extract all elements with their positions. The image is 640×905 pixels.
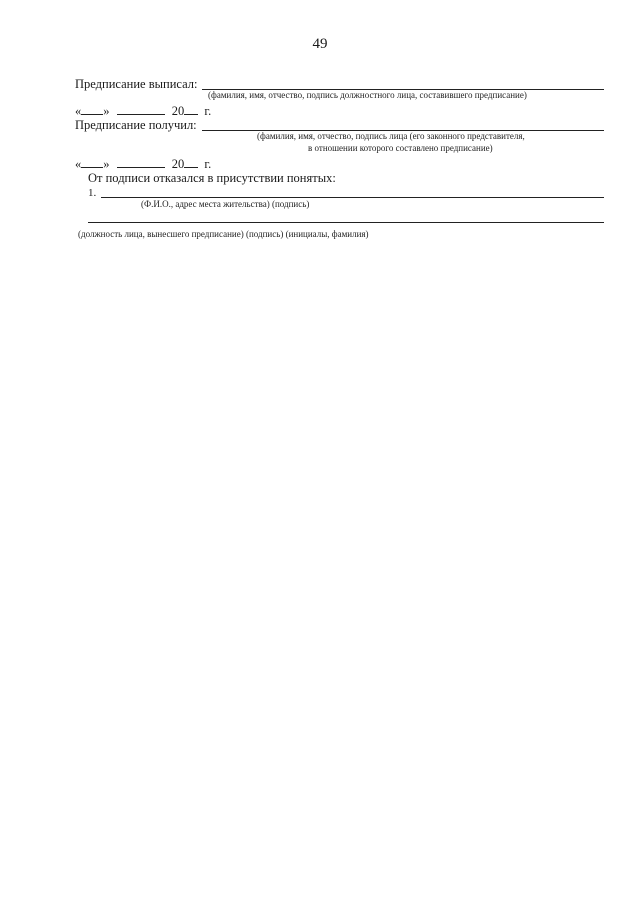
quote-open: « [75, 157, 82, 171]
year-blank[interactable] [184, 103, 198, 115]
witness-line[interactable] [101, 197, 604, 198]
witness-item-number: 1. [88, 187, 97, 199]
received-caption-line2: в отношении которого составлено предписание) [308, 143, 493, 153]
received-label: Предписание получил: [75, 118, 197, 132]
month-blank[interactable] [117, 156, 165, 168]
quote-close: » [103, 104, 110, 118]
year-suffix: г. [204, 104, 212, 118]
year-blank[interactable] [184, 156, 198, 168]
date-line-2 [75, 156, 211, 171]
year-prefix: 20 [171, 157, 185, 171]
day-blank[interactable] [81, 156, 103, 168]
received-caption-line1: (фамилия, имя, отчество, подпись лица (его законного представителя, [257, 131, 525, 141]
date-line-1 [75, 103, 211, 118]
refusal-label: От подписи отказался в присутствии понятых: [88, 171, 336, 185]
official-caption: (должность лица, вынесшего предписание) (подпись) (инициалы, фамилия) [78, 229, 369, 239]
page-number: 49 [312, 36, 328, 52]
issued-label: Предписание выписал: [75, 77, 198, 91]
year-suffix: г. [204, 157, 212, 171]
day-blank[interactable] [81, 103, 103, 115]
witness-caption: (Ф.И.О., адрес места жительства) (подпись) [141, 199, 310, 209]
quote-open: « [75, 104, 82, 118]
year-prefix: 20 [171, 104, 185, 118]
quote-close: » [103, 157, 110, 171]
official-signature-line[interactable] [88, 222, 604, 223]
issued-caption: (фамилия, имя, отчество, подпись должностного лица, составившего предписание) [208, 90, 527, 100]
month-blank[interactable] [117, 103, 165, 115]
